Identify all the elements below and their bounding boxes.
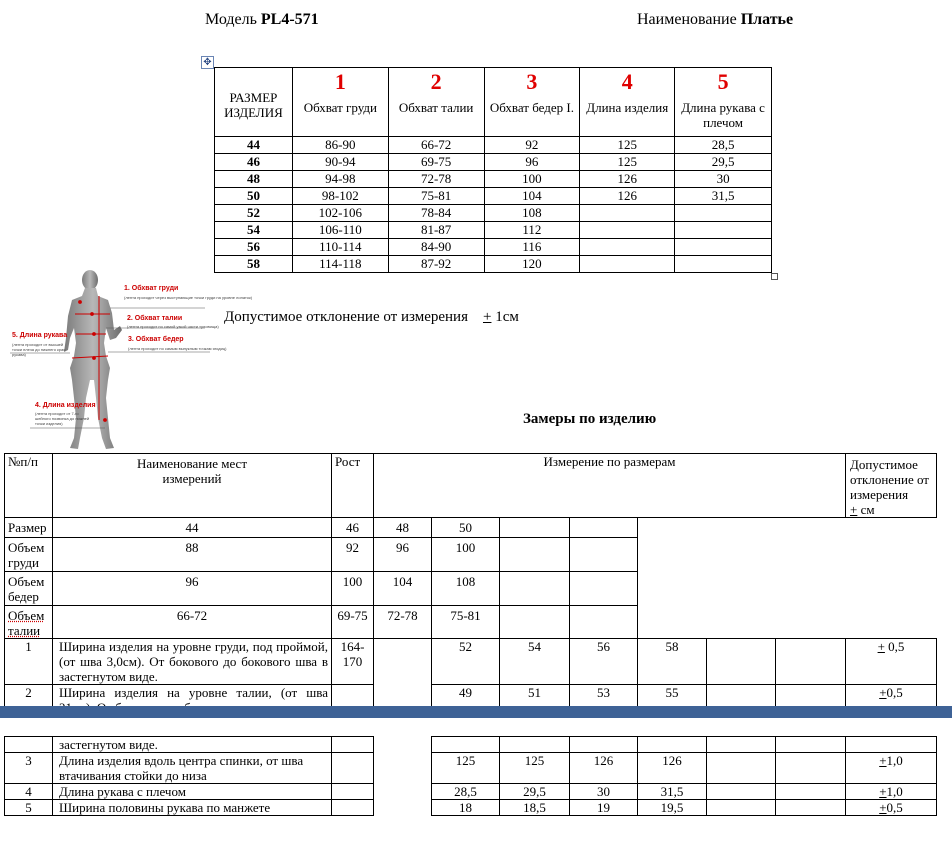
col-hips bbox=[484, 68, 580, 137]
size-value-cell: 106-110 bbox=[292, 222, 388, 239]
fig-note-chest: 1. Обхват груди bbox=[124, 285, 179, 292]
hdr-tolerance bbox=[846, 454, 937, 518]
sub-row-value: 96 bbox=[53, 572, 332, 606]
row-name: Ширина изделия на уровне талии, (от шва bbox=[53, 685, 332, 716]
col-sleeve bbox=[675, 68, 772, 137]
size-value-cell: 86-90 bbox=[292, 137, 388, 154]
col-number: 4 bbox=[621, 69, 633, 94]
fig-note-sleeve: 5. Длина рукава bbox=[12, 332, 68, 339]
empty-cell bbox=[374, 639, 432, 716]
size-value-cell bbox=[580, 222, 675, 239]
size-value-cell: 102-106 bbox=[292, 205, 388, 222]
row-height: 164-170 bbox=[332, 639, 374, 685]
model-line bbox=[205, 11, 319, 29]
row-tolerance bbox=[846, 753, 937, 784]
size-value-cell bbox=[580, 256, 675, 273]
col-label: Обхват талии bbox=[398, 100, 474, 115]
tolerance-pm: + bbox=[879, 753, 887, 768]
row-value bbox=[638, 737, 707, 753]
sub-row-value: 92 bbox=[332, 538, 374, 572]
row-value: 19,5 bbox=[638, 800, 707, 816]
hdr-tolerance-unit: см bbox=[860, 502, 875, 517]
size-value-cell: 120 bbox=[484, 256, 580, 273]
size-value-cell: 98-102 bbox=[292, 188, 388, 205]
empty-cell bbox=[332, 737, 374, 753]
tolerance-line bbox=[224, 309, 519, 326]
size-value-cell: 92 bbox=[484, 137, 580, 154]
empty-cell bbox=[776, 737, 846, 753]
hdr-sizes: Измерение по размерам bbox=[374, 454, 846, 518]
name-value: Платье bbox=[740, 11, 794, 28]
measure-row bbox=[5, 784, 937, 800]
row-value: 52 bbox=[432, 639, 500, 685]
tolerance-pm: + bbox=[879, 800, 887, 815]
size-value-cell: 96 bbox=[484, 154, 580, 171]
size-sub-row bbox=[5, 518, 937, 538]
col-number: 5 bbox=[717, 69, 729, 94]
empty-cell bbox=[707, 639, 776, 685]
product-name-line bbox=[637, 11, 793, 29]
size-label-cell: 46 bbox=[215, 154, 293, 171]
table-resize-handle[interactable] bbox=[771, 273, 778, 280]
size-value-cell bbox=[580, 205, 675, 222]
sub-row-value: 50 bbox=[432, 518, 500, 538]
row-name: застегнутом виде. bbox=[53, 737, 332, 753]
size-row bbox=[215, 239, 772, 256]
tolerance-value: 1,0 bbox=[886, 753, 903, 768]
tolerance-value: 1см bbox=[495, 309, 519, 325]
tolerance-value: 1,0 bbox=[886, 784, 903, 799]
col-number: 2 bbox=[430, 69, 442, 94]
size-value-cell: 30 bbox=[675, 171, 772, 188]
tolerance-pm: + bbox=[877, 639, 885, 654]
sub-row-label: Объем талии bbox=[5, 606, 53, 639]
size-label-cell: 52 bbox=[215, 205, 293, 222]
size-value-cell: 90-94 bbox=[292, 154, 388, 171]
size-label-cell: 54 bbox=[215, 222, 293, 239]
size-value-cell: 126 bbox=[580, 188, 675, 205]
row-value: 58 bbox=[638, 639, 707, 685]
row-value: 125 bbox=[500, 753, 570, 784]
size-row bbox=[215, 205, 772, 222]
row-number: 3 bbox=[5, 753, 53, 784]
row-value: 18 bbox=[432, 800, 500, 816]
row-value: 31,5 bbox=[638, 784, 707, 800]
empty-cell bbox=[500, 538, 570, 572]
empty-cell bbox=[332, 784, 374, 800]
empty-cell bbox=[570, 518, 638, 538]
size-value-cell: 104 bbox=[484, 188, 580, 205]
row-value: 125 bbox=[432, 753, 500, 784]
empty-cell bbox=[332, 800, 374, 816]
row-value: 29,5 bbox=[500, 784, 570, 800]
col-label: Обхват груди bbox=[303, 100, 377, 115]
empty-cell bbox=[500, 518, 570, 538]
size-sub-row bbox=[5, 572, 937, 606]
row-value: 51 bbox=[500, 685, 570, 716]
sub-row-value: 66-72 bbox=[53, 606, 332, 639]
col-label: Обхват бедер I. bbox=[489, 100, 574, 115]
size-corner-cell bbox=[215, 68, 293, 137]
measure-row bbox=[5, 639, 937, 685]
model-label: Модель bbox=[205, 11, 257, 28]
empty-cell bbox=[374, 753, 432, 784]
sub-row-value: 69-75 bbox=[332, 606, 374, 639]
size-value-cell: 126 bbox=[580, 171, 675, 188]
fig-note-length: 4. Длина изделия bbox=[35, 402, 96, 409]
fig-sub-length: (лента проходит от 7-го шейного позвонка до нижней точки изделия) bbox=[35, 411, 90, 426]
measure-rows-page1 bbox=[5, 639, 937, 716]
row-value: 55 bbox=[638, 685, 707, 716]
tolerance-value: 0,5 bbox=[886, 800, 903, 815]
size-value-cell: 81-87 bbox=[388, 222, 484, 239]
size-value-cell: 114-118 bbox=[292, 256, 388, 273]
hdr-height: Рост bbox=[332, 454, 374, 518]
row-name: Ширина половины рукава по манжете bbox=[53, 800, 332, 816]
col-label: Длина рукава с плечом bbox=[681, 100, 765, 130]
row-number: 5 bbox=[5, 800, 53, 816]
empty-cell bbox=[332, 753, 374, 784]
empty-cell bbox=[500, 572, 570, 606]
size-value-cell: 110-114 bbox=[292, 239, 388, 256]
size-value-cell: 112 bbox=[484, 222, 580, 239]
sub-row-value: 72-78 bbox=[374, 606, 432, 639]
empty-cell bbox=[776, 639, 846, 685]
size-value-cell bbox=[675, 239, 772, 256]
empty-cell bbox=[374, 784, 432, 800]
size-value-cell bbox=[675, 256, 772, 273]
row-value: 19 bbox=[570, 800, 638, 816]
row-tolerance bbox=[846, 800, 937, 816]
fig-sub-waist: (лента проходит по самой узкой части туловища) bbox=[127, 324, 219, 329]
row-value: 53 bbox=[570, 685, 638, 716]
tolerance-value: 0,5 bbox=[886, 685, 903, 700]
sub-row-value: 104 bbox=[374, 572, 432, 606]
row-value bbox=[500, 737, 570, 753]
row-name: Длина изделия вдоль центра спинки, от шва втачивания стойки до низа bbox=[53, 753, 332, 784]
size-value-cell: 75-81 bbox=[388, 188, 484, 205]
empty-cell bbox=[374, 737, 432, 753]
size-value-cell: 78-84 bbox=[388, 205, 484, 222]
sub-row-label: Объем бедер bbox=[5, 572, 53, 606]
col-number: 1 bbox=[334, 69, 346, 94]
size-label-cell: 58 bbox=[215, 256, 293, 273]
measure-rows-page2 bbox=[5, 737, 937, 816]
size-row bbox=[215, 256, 772, 273]
size-row bbox=[215, 137, 772, 154]
empty-cell bbox=[570, 572, 638, 606]
size-sub-row bbox=[5, 538, 937, 572]
size-label-cell: 44 bbox=[215, 137, 293, 154]
size-value-cell: 94-98 bbox=[292, 171, 388, 188]
hdr-tolerance-text: Допустимое отклонение от измерения bbox=[850, 457, 929, 502]
measure-row bbox=[5, 800, 937, 816]
size-value-cell: 29,5 bbox=[675, 154, 772, 171]
row-value: 28,5 bbox=[432, 784, 500, 800]
size-label-cell: 48 bbox=[215, 171, 293, 188]
row-value bbox=[432, 737, 500, 753]
tolerance-pm: + bbox=[879, 685, 887, 700]
row-value bbox=[570, 737, 638, 753]
sub-row-value: 88 bbox=[53, 538, 332, 572]
sub-row-value: 108 bbox=[432, 572, 500, 606]
row-value: 18,5 bbox=[500, 800, 570, 816]
model-value: PL4-571 bbox=[260, 11, 319, 28]
size-value-cell: 87-92 bbox=[388, 256, 484, 273]
empty-cell bbox=[707, 784, 776, 800]
sub-row-value: 44 bbox=[53, 518, 332, 538]
measure-row bbox=[5, 753, 937, 784]
tolerance-value: 0,5 bbox=[884, 639, 905, 654]
sub-row-value: 100 bbox=[332, 572, 374, 606]
empty-cell bbox=[707, 737, 776, 753]
measure-table-continued bbox=[4, 736, 937, 816]
row-number: 4 bbox=[5, 784, 53, 800]
size-label-cell: 56 bbox=[215, 239, 293, 256]
empty-cell bbox=[570, 538, 638, 572]
size-row bbox=[215, 222, 772, 239]
size-value-cell: 125 bbox=[580, 154, 675, 171]
empty-cell bbox=[374, 800, 432, 816]
tolerance-text: Допустимое отклонение от измерения bbox=[224, 309, 468, 325]
size-rows bbox=[215, 137, 772, 273]
fig-sub-chest: (лента проходит через выступающие точки груди на уровне лопаток) bbox=[124, 295, 253, 300]
size-row bbox=[215, 154, 772, 171]
row-value: 54 bbox=[500, 639, 570, 685]
sub-row-value: 48 bbox=[374, 518, 432, 538]
fig-note-waist: 2. Обхват талии bbox=[127, 315, 183, 322]
empty-cell bbox=[707, 800, 776, 816]
size-corner-label: РАЗМЕР ИЗДЕЛИЯ bbox=[224, 90, 283, 120]
col-length bbox=[580, 68, 675, 137]
row-tolerance bbox=[846, 737, 937, 753]
size-value-cell: 84-90 bbox=[388, 239, 484, 256]
size-label-cell: 50 bbox=[215, 188, 293, 205]
hdr-name bbox=[53, 454, 332, 518]
sub-row-label: Размер bbox=[5, 518, 53, 538]
empty-cell bbox=[776, 753, 846, 784]
fig-sub-hips: (лента проходит по самым выпуклым точкам ягодиц) bbox=[128, 346, 227, 351]
sub-row-value: 46 bbox=[332, 518, 374, 538]
empty-cell bbox=[500, 606, 570, 639]
size-value-cell: 108 bbox=[484, 205, 580, 222]
sub-row-value: 75-81 bbox=[432, 606, 500, 639]
size-value-cell bbox=[675, 205, 772, 222]
table-move-handle-icon[interactable]: ✥ bbox=[201, 56, 214, 69]
measure-table bbox=[4, 453, 937, 716]
size-sub-rows bbox=[5, 518, 937, 639]
sub-row-value: 100 bbox=[432, 538, 500, 572]
row-value: 30 bbox=[570, 784, 638, 800]
col-number: 3 bbox=[526, 69, 538, 94]
size-table bbox=[214, 67, 772, 273]
size-value-cell: 116 bbox=[484, 239, 580, 256]
row-tolerance bbox=[846, 784, 937, 800]
col-chest bbox=[292, 68, 388, 137]
row-value: 56 bbox=[570, 639, 638, 685]
hdr-tolerance-pm: + bbox=[850, 502, 858, 517]
empty-cell bbox=[776, 784, 846, 800]
page-separator bbox=[0, 706, 952, 718]
row-value: 49 bbox=[432, 685, 500, 716]
empty-cell bbox=[776, 800, 846, 816]
row-name: Ширина изделия на уровне груди, под проймой, (от шва 3,0см). От бокового до бокового шва в застегнутом виде. bbox=[53, 639, 332, 685]
size-value-cell bbox=[675, 222, 772, 239]
empty-cell bbox=[707, 753, 776, 784]
size-value-cell: 72-78 bbox=[388, 171, 484, 188]
hdr-no: №п/п bbox=[5, 454, 53, 518]
size-value-cell: 31,5 bbox=[675, 188, 772, 205]
size-sub-row bbox=[5, 606, 937, 639]
size-value-cell: 28,5 bbox=[675, 137, 772, 154]
measure-title: Замеры по изделию bbox=[523, 411, 657, 427]
size-value-cell: 69-75 bbox=[388, 154, 484, 171]
size-value-cell: 125 bbox=[580, 137, 675, 154]
size-row bbox=[215, 171, 772, 188]
measure-row bbox=[5, 737, 937, 753]
hdr-name-text: Наименование мест измерений bbox=[136, 456, 247, 486]
empty-cell bbox=[570, 606, 638, 639]
fig-note-hips: 3. Обхват бедер bbox=[128, 336, 184, 343]
row-number: 1 bbox=[5, 639, 53, 685]
sub-row-label: Объем груди bbox=[5, 538, 53, 572]
col-waist bbox=[388, 68, 484, 137]
col-label: Длина изделия bbox=[586, 100, 669, 115]
row-value: 126 bbox=[570, 753, 638, 784]
tolerance-pm: + bbox=[879, 784, 887, 799]
row-number bbox=[5, 737, 53, 753]
size-row bbox=[215, 188, 772, 205]
fig-sub-sleeve: (лента проходит от высшей точки плеча до нижнего края рукава) bbox=[12, 342, 66, 357]
row-value: 126 bbox=[638, 753, 707, 784]
row-number: 2 bbox=[5, 685, 53, 716]
name-label: Наименование bbox=[637, 11, 737, 28]
row-name: Длина рукава с плечом bbox=[53, 784, 332, 800]
sub-row-value: 96 bbox=[374, 538, 432, 572]
tolerance-pm: + bbox=[482, 309, 492, 325]
size-value-cell bbox=[580, 239, 675, 256]
size-value-cell: 66-72 bbox=[388, 137, 484, 154]
row-tolerance bbox=[846, 639, 937, 685]
size-value-cell: 100 bbox=[484, 171, 580, 188]
